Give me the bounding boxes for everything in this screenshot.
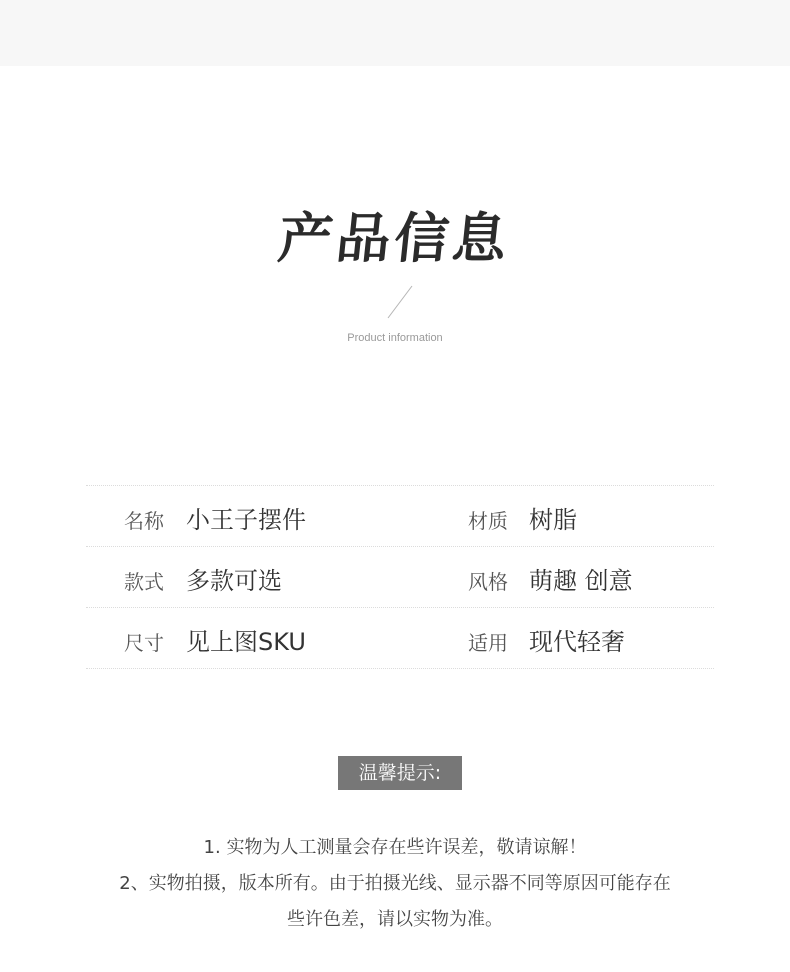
info-label: 风格 [468, 570, 508, 594]
tips-notes [0, 830, 790, 938]
tips-badge: 温馨提示: [338, 756, 462, 790]
info-label: 名称 [124, 509, 164, 533]
info-label: 尺寸 [124, 631, 164, 655]
top-banner [0, 0, 790, 66]
info-row [86, 546, 714, 607]
product-info-table [86, 485, 714, 669]
tips-line: 2、实物拍摄，版本所有。由于拍摄光线、显示器不同等原因可能存在 [119, 873, 671, 894]
tips-line: 1. 实物为人工测量会存在些许误差，敬请谅解！ [203, 837, 587, 858]
section-title: 产品信息 [275, 206, 514, 270]
divider-slash [386, 284, 414, 320]
tips-line: 些许色差，请以实物为准。 [287, 909, 503, 930]
info-label: 材质 [468, 509, 508, 533]
info-value: 见上图SKU [186, 628, 306, 656]
info-value: 小王子摆件 [186, 506, 306, 534]
info-value: 多款可选 [186, 567, 282, 595]
info-row [86, 607, 714, 669]
section-subtitle: Product information [347, 332, 443, 344]
info-value: 树脂 [529, 506, 577, 534]
info-label: 款式 [124, 570, 164, 594]
info-label: 适用 [468, 631, 508, 655]
info-value: 萌趣 创意 [529, 567, 633, 595]
info-row [86, 485, 714, 546]
info-value: 现代轻奢 [529, 628, 625, 656]
